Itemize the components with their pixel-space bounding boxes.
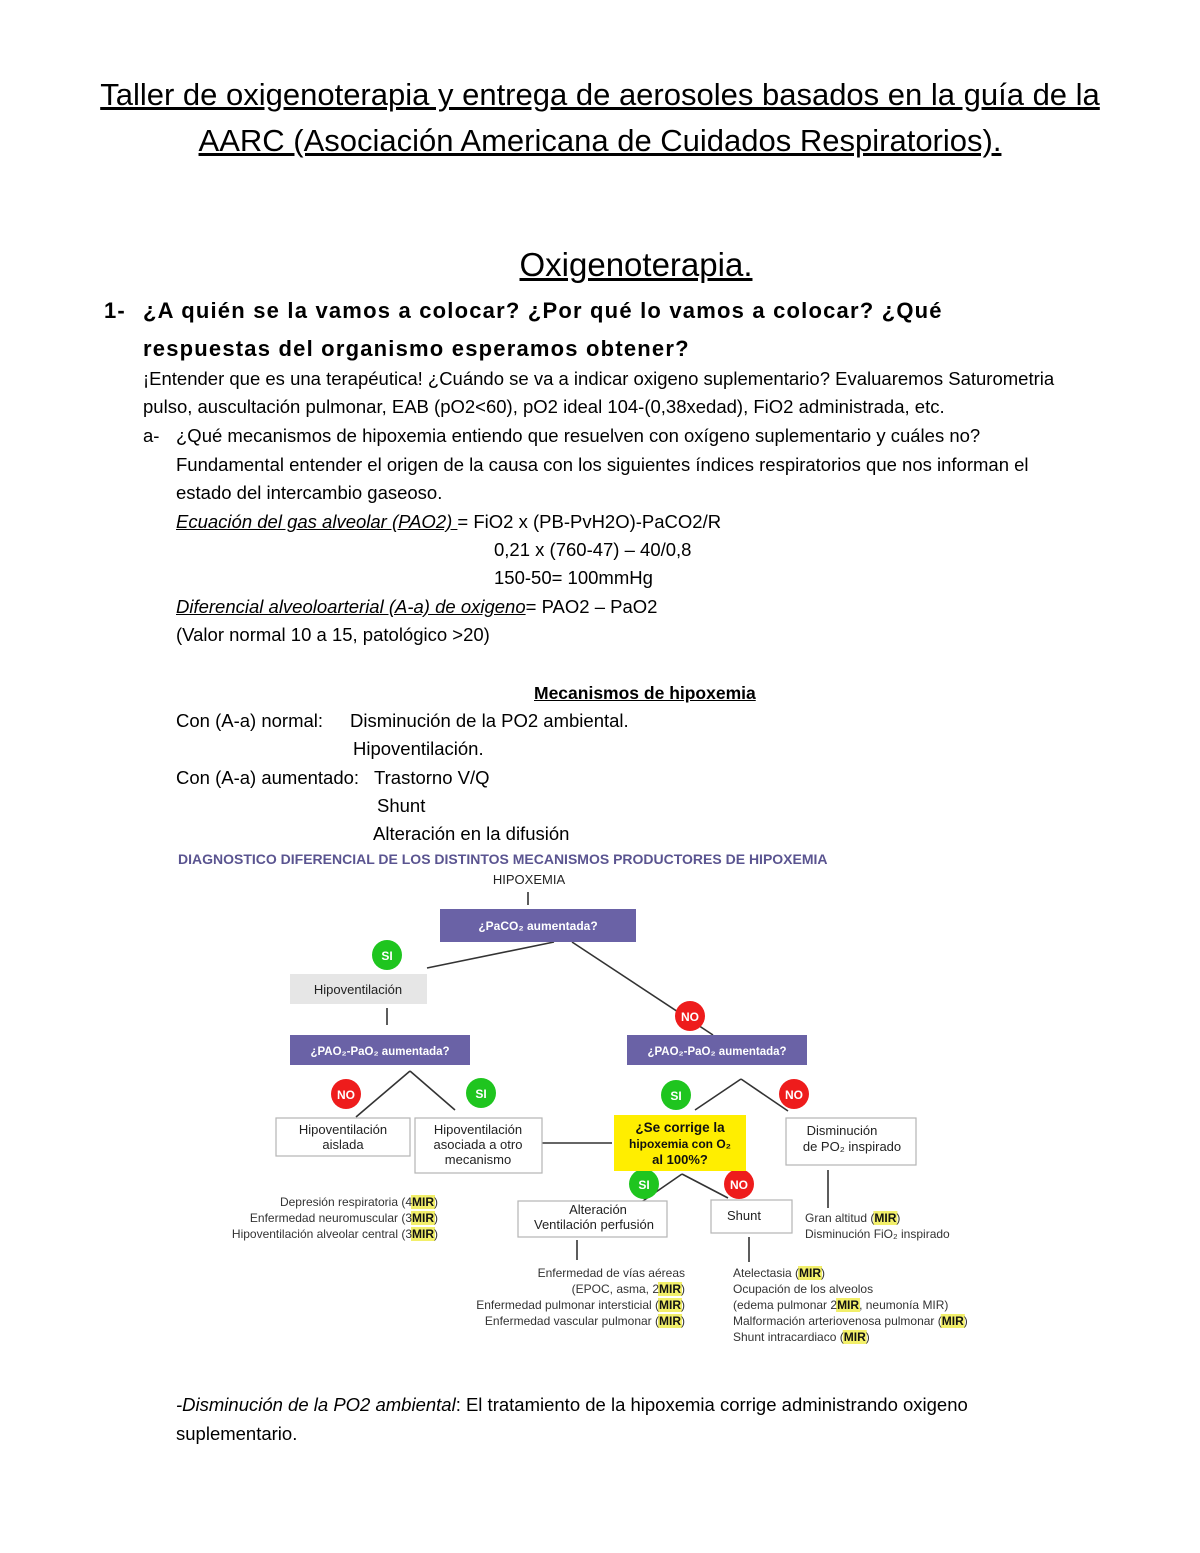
causes-hipoventilacion bbox=[232, 1195, 438, 1241]
hipo-aislada-line-2: aislada bbox=[322, 1137, 364, 1152]
cause-item bbox=[572, 1282, 685, 1296]
cause-text: Hipoventilación alveolar central (3 bbox=[231, 1227, 412, 1241]
aa-difference-label: Diferencial alveoloarterial (A-a) de oxigeno bbox=[176, 596, 526, 617]
cause-text: Enfermedad pulmonar intersticial ( bbox=[476, 1298, 659, 1312]
mir-tag: MIR bbox=[843, 1330, 866, 1344]
cause-text: (EPOC, asma, 2 bbox=[571, 1282, 659, 1296]
cause-text: Malformación arteriovenosa pulmonar ( bbox=[733, 1314, 942, 1328]
diagram-root: HIPOXEMIA bbox=[492, 872, 566, 887]
no-label: NO bbox=[785, 1088, 803, 1102]
mir-tag: MIR bbox=[659, 1314, 681, 1328]
cause-text: Enfermedad vascular pulmonar ( bbox=[484, 1314, 659, 1328]
cause-text: Ocupación de los alveolos bbox=[733, 1282, 874, 1296]
title-line-1: Taller de oxigenoterapia y entrega de aerosoles basados en la guía de la bbox=[100, 77, 1100, 112]
question-line-1: ¿A quién se la vamos a colocar? ¿Por qué lo vamos a colocar? ¿Qué bbox=[143, 298, 943, 323]
cause-text: Enfermedad neuromuscular (3 bbox=[249, 1211, 412, 1225]
no-label: NO bbox=[730, 1178, 748, 1192]
aa-right-question: ¿PAO₂-PaO₂ aumentada? bbox=[647, 1046, 787, 1058]
cause-item bbox=[250, 1211, 438, 1225]
no-label: NO bbox=[337, 1088, 355, 1102]
mechanisms-increased-label: Con (A-a) aumentado: bbox=[176, 767, 360, 788]
cause-text: (edema pulmonar 2 bbox=[733, 1298, 838, 1312]
title-line-2: AARC (Asociación Americana de Cuidados Respiratorios). bbox=[198, 123, 1002, 158]
yes-label: SI bbox=[475, 1087, 487, 1101]
question-number: 1- bbox=[104, 298, 126, 323]
aa-left-question: ¿PAO₂-PaO₂ aumentada? bbox=[310, 1046, 450, 1058]
intro-line-2: pulso, auscultación pulmonar, EAB (pO2<60), pO2 ideal 104-(0,38xedad), FiO2 administrada, etc. bbox=[143, 396, 945, 417]
gas-equation-formula: = FiO2 x (PB-PvH2O)-PaCO2/R bbox=[457, 511, 722, 532]
no-label: NO bbox=[681, 1010, 699, 1024]
cause-item bbox=[733, 1266, 825, 1280]
cause-suffix: ) bbox=[681, 1314, 685, 1328]
dism-po2-line-2: de PO₂ inspirado bbox=[802, 1139, 902, 1154]
item-a-line-3: estado del intercambio gaseoso. bbox=[176, 482, 443, 503]
cause-suffix: ) bbox=[963, 1314, 968, 1328]
mechanism-increased-1: Trastorno V/Q bbox=[374, 767, 490, 788]
mir-tag: MIR bbox=[659, 1298, 681, 1312]
gas-equation-label: Ecuación del gas alveolar (PAO2) bbox=[176, 511, 458, 532]
mir-tag: MIR bbox=[799, 1266, 822, 1280]
cause-suffix: , neumonía MIR) bbox=[859, 1298, 949, 1312]
cause-item bbox=[805, 1211, 900, 1225]
section-title: Oxigenoterapia. bbox=[519, 246, 753, 283]
mir-tag: MIR bbox=[874, 1211, 897, 1225]
intro-line-1: ¡Entender que es una terapéutica! ¿Cuándo se va a indicar oxigeno suplementario? Evaluaremos Saturometria bbox=[143, 368, 1055, 389]
causes-shunt bbox=[733, 1266, 968, 1344]
cause-item bbox=[805, 1227, 950, 1241]
mir-tag: MIR bbox=[412, 1195, 434, 1209]
aa-difference-formula: = PAO2 – PaO2 bbox=[525, 596, 658, 617]
yes-label: SI bbox=[381, 949, 393, 963]
cause-text: Shunt intracardiaco ( bbox=[733, 1330, 844, 1344]
mechanisms-heading: Mecanismos de hipoxemia bbox=[534, 683, 756, 703]
corrige-line-3: al 100%? bbox=[652, 1152, 708, 1167]
cause-text: Disminución FiO₂ inspirado bbox=[805, 1227, 950, 1241]
hipo-asociada-line-2: asociada a otro bbox=[433, 1137, 523, 1152]
mechanism-normal-2: Hipoventilación. bbox=[353, 738, 484, 759]
mir-tag: MIR bbox=[412, 1227, 434, 1241]
mechanisms-normal-label: Con (A-a) normal: bbox=[176, 710, 324, 731]
cause-suffix: ) bbox=[434, 1195, 438, 1209]
dism-po2-line-1: Disminución bbox=[806, 1123, 878, 1138]
cause-item bbox=[733, 1330, 870, 1344]
diagram-title: DIAGNOSTICO DIFERENCIAL DE LOS DISTINTOS MECANISMOS PRODUCTORES DE HIPOXEMIA bbox=[178, 851, 828, 867]
cause-suffix: ) bbox=[681, 1298, 685, 1312]
gas-equation-step-2: 150-50= 100mmHg bbox=[494, 567, 653, 588]
causes-disminucion bbox=[805, 1211, 950, 1241]
causes-vq bbox=[476, 1266, 685, 1328]
footer-line-2: suplementario. bbox=[176, 1423, 298, 1444]
cause-text: Depresión respiratoria (4 bbox=[279, 1195, 412, 1209]
paco2-question: ¿PaCO₂ aumentada? bbox=[478, 919, 598, 933]
mechanism-increased-3: Alteración en la difusión bbox=[373, 823, 570, 844]
hipo-aislada-line-1: Hipoventilación bbox=[298, 1122, 388, 1137]
cause-text: Atelectasia ( bbox=[733, 1266, 800, 1280]
mechanism-increased-2: Shunt bbox=[377, 795, 426, 816]
cause-item bbox=[538, 1266, 685, 1280]
corrige-line-1: ¿Se corrige la bbox=[635, 1120, 725, 1135]
mir-tag: MIR bbox=[941, 1314, 964, 1328]
normal-values: (Valor normal 10 a 15, patológico >20) bbox=[176, 624, 490, 645]
alteracion-vp-line-2: Ventilación perfusión bbox=[534, 1217, 654, 1232]
hipo-asociada-line-1: Hipoventilación bbox=[433, 1122, 523, 1137]
cause-text: Enfermedad de vías aéreas bbox=[537, 1266, 685, 1280]
item-a-marker: a- bbox=[143, 425, 160, 446]
cause-item bbox=[733, 1314, 968, 1328]
question-line-2: respuestas del organismo esperamos obtener? bbox=[143, 336, 690, 361]
cause-text: Gran altitud ( bbox=[805, 1211, 875, 1225]
shunt-label: Shunt bbox=[727, 1208, 761, 1223]
cause-suffix: ) bbox=[865, 1330, 870, 1344]
yes-label: SI bbox=[638, 1178, 650, 1192]
mir-tag: MIR bbox=[659, 1282, 681, 1296]
footer-text: : El tratamiento de la hipoxemia corrige administrando oxigeno bbox=[455, 1394, 968, 1415]
item-a-line-1: ¿Qué mecanismos de hipoxemia entiendo que resuelven con oxígeno suplementario y cuáles no? bbox=[176, 425, 981, 446]
cause-suffix: ) bbox=[681, 1282, 685, 1296]
gas-equation-step-1: 0,21 x (760-47) – 40/0,8 bbox=[494, 539, 692, 560]
hipo-asociada-line-3: mecanismo bbox=[444, 1152, 512, 1167]
corrige-line-2: hipoxemia con O₂ bbox=[628, 1137, 732, 1151]
mir-tag: MIR bbox=[412, 1211, 434, 1225]
cause-item bbox=[485, 1314, 685, 1328]
cause-item bbox=[280, 1195, 438, 1209]
cause-item bbox=[232, 1227, 438, 1241]
cause-suffix: ) bbox=[896, 1211, 901, 1225]
alteracion-vp-line-1: Alteración bbox=[569, 1202, 627, 1217]
footer-label: -Disminución de la PO2 ambiental bbox=[176, 1394, 456, 1415]
cause-item bbox=[733, 1282, 873, 1296]
cause-suffix: ) bbox=[821, 1266, 826, 1280]
cause-item bbox=[733, 1298, 948, 1312]
cause-suffix: ) bbox=[434, 1227, 438, 1241]
yes-label: SI bbox=[670, 1089, 682, 1103]
mechanism-normal-1: Disminución de la PO2 ambiental. bbox=[350, 710, 629, 731]
cause-item bbox=[476, 1298, 685, 1312]
cause-suffix: ) bbox=[434, 1211, 438, 1225]
hipoventilacion-label: Hipoventilación bbox=[313, 982, 403, 997]
mir-tag: MIR bbox=[837, 1298, 860, 1312]
item-a-line-2: Fundamental entender el origen de la causa con los siguientes índices respiratorios que nos informan el bbox=[176, 454, 1029, 475]
footer-line-1 bbox=[176, 1391, 968, 1419]
